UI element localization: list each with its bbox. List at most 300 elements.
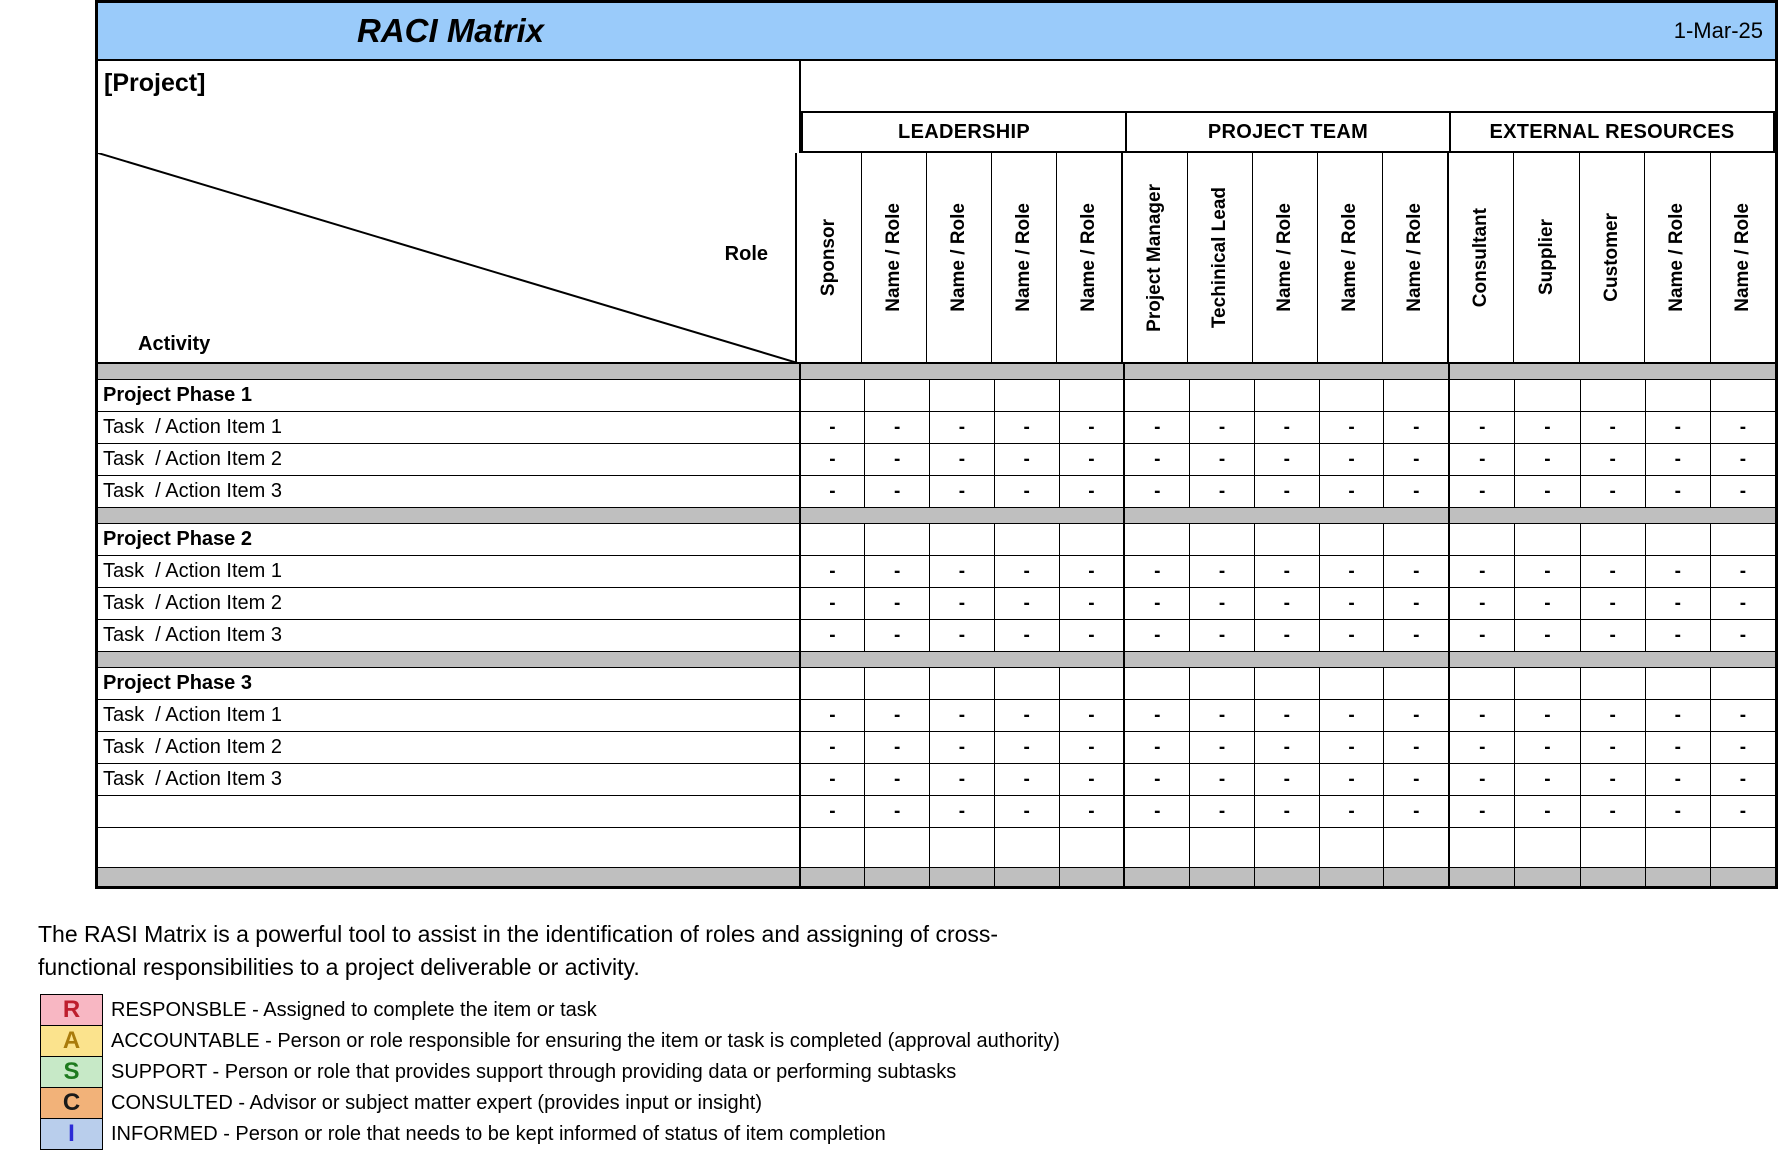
raci-cell[interactable]: [1125, 868, 1190, 886]
column-header-label: Name / Role: [1731, 203, 1753, 312]
raci-cell[interactable]: -: [1088, 416, 1095, 438]
raci-cell[interactable]: [995, 668, 1060, 699]
legend-text-c: CONSULTED - Advisor or subject matter expert (provides input or insight): [111, 1091, 762, 1114]
raci-cell[interactable]: -: [1515, 764, 1580, 795]
raci-cell[interactable]: [1581, 868, 1646, 886]
raci-cell[interactable]: -: [995, 796, 1060, 827]
raci-cell[interactable]: -: [995, 444, 1060, 475]
raci-cell[interactable]: -: [995, 620, 1060, 651]
raci-cell[interactable]: -: [1581, 412, 1646, 443]
raci-cell[interactable]: [1125, 668, 1190, 699]
raci-cell[interactable]: -: [1739, 624, 1747, 646]
raci-cell[interactable]: -: [865, 620, 930, 651]
activity-label-cell[interactable]: Task / Action Item 2: [98, 588, 801, 619]
raci-cell[interactable]: [1125, 380, 1190, 411]
raci-cell[interactable]: -: [1125, 412, 1190, 443]
rotated-headers: [797, 153, 1775, 362]
raci-cell[interactable]: -: [1413, 592, 1420, 614]
cell-group-project-team: [1125, 828, 1450, 867]
raci-cell[interactable]: -: [1581, 796, 1646, 827]
raci-cell[interactable]: [1515, 828, 1580, 867]
raci-cell[interactable]: -: [1190, 476, 1255, 507]
activity-axis-label: Activity: [138, 333, 211, 355]
raci-cell[interactable]: -: [1739, 736, 1747, 758]
activity-label-cell: [98, 652, 801, 667]
raci-cell[interactable]: -: [1581, 476, 1646, 507]
legend-swatch-s: S: [40, 1056, 103, 1088]
phase-label-cell[interactable]: Project Phase 1: [98, 380, 801, 411]
raci-cell[interactable]: -: [1646, 556, 1711, 587]
raci-cell[interactable]: [1450, 668, 1515, 699]
column-header-supplier[interactable]: [1514, 153, 1579, 362]
raci-cell[interactable]: [930, 828, 995, 867]
raci-cell[interactable]: -: [1125, 556, 1190, 587]
raci-cell[interactable]: -: [1581, 556, 1646, 587]
raci-cell[interactable]: -: [865, 588, 930, 619]
raci-cell[interactable]: [1711, 668, 1775, 699]
raci-cell[interactable]: [1320, 380, 1385, 411]
column-header-project-manager[interactable]: [1123, 153, 1188, 362]
raci-cell[interactable]: [865, 828, 930, 867]
raci-cell[interactable]: -: [865, 556, 930, 587]
raci-cell[interactable]: -: [801, 700, 866, 731]
raci-cell[interactable]: -: [1646, 732, 1711, 763]
raci-cell[interactable]: [1190, 868, 1255, 886]
raci-cell[interactable]: -: [1739, 480, 1747, 502]
raci-cell[interactable]: [930, 868, 995, 886]
raci-cell[interactable]: [801, 868, 866, 886]
raci-cell[interactable]: -: [930, 412, 995, 443]
raci-cell[interactable]: [1060, 524, 1124, 555]
raci-cell[interactable]: [1646, 380, 1711, 411]
column-header-techinical-lead[interactable]: [1188, 153, 1253, 362]
raci-cell[interactable]: -: [1125, 700, 1190, 731]
raci-cell[interactable]: -: [995, 412, 1060, 443]
raci-cell[interactable]: [1711, 868, 1775, 886]
raci-cell[interactable]: -: [801, 764, 866, 795]
raci-cell[interactable]: -: [1190, 588, 1255, 619]
raci-cell[interactable]: -: [1515, 588, 1580, 619]
raci-cell[interactable]: [801, 668, 866, 699]
column-header-name-role[interactable]: [1383, 153, 1447, 362]
raci-cell[interactable]: -: [1320, 700, 1385, 731]
raci-cell[interactable]: -: [1581, 700, 1646, 731]
raci-cell[interactable]: -: [1190, 444, 1255, 475]
raci-cell[interactable]: [1384, 524, 1448, 555]
raci-cell[interactable]: -: [930, 444, 995, 475]
raci-cell[interactable]: [1646, 828, 1711, 867]
raci-cell[interactable]: [995, 868, 1060, 886]
raci-cell[interactable]: [1125, 828, 1190, 867]
column-header-customer[interactable]: [1580, 153, 1645, 362]
raci-cell[interactable]: -: [1088, 592, 1095, 614]
raci-cell[interactable]: [995, 380, 1060, 411]
raci-cell[interactable]: -: [1125, 764, 1190, 795]
raci-cell[interactable]: -: [995, 588, 1060, 619]
raci-cell[interactable]: [1515, 668, 1580, 699]
column-header-name-role[interactable]: [927, 153, 992, 362]
raci-cell[interactable]: -: [1515, 796, 1580, 827]
raci-cell[interactable]: -: [1190, 620, 1255, 651]
raci-cell[interactable]: -: [865, 796, 930, 827]
raci-cell[interactable]: -: [801, 732, 866, 763]
column-header-label: Name / Role: [1666, 203, 1688, 312]
raci-cell[interactable]: -: [1125, 796, 1190, 827]
task-row: [98, 444, 1775, 476]
raci-cell[interactable]: -: [930, 620, 995, 651]
raci-cell[interactable]: [1060, 868, 1124, 886]
raci-cell[interactable]: [1581, 828, 1646, 867]
raci-cell[interactable]: [801, 828, 866, 867]
cell-group-leadership: [801, 476, 1126, 507]
raci-cell[interactable]: [1060, 668, 1124, 699]
raci-cell[interactable]: -: [930, 556, 995, 587]
raci-cell[interactable]: -: [865, 412, 930, 443]
raci-cell[interactable]: [1190, 524, 1255, 555]
raci-cell[interactable]: [1320, 828, 1385, 867]
raci-cell[interactable]: [995, 524, 1060, 555]
raci-cell[interactable]: [865, 524, 930, 555]
cell-group-leadership: [801, 508, 1126, 523]
raci-cell[interactable]: [1384, 668, 1448, 699]
raci-cell[interactable]: -: [801, 476, 866, 507]
activity-label-cell[interactable]: Task / Action Item 3: [98, 476, 801, 507]
activity-label-cell[interactable]: Task / Action Item 2: [98, 732, 801, 763]
raci-cell[interactable]: -: [1320, 764, 1385, 795]
raci-cell[interactable]: -: [1320, 556, 1385, 587]
group-header-external-resources: EXTERNAL RESOURCES: [1449, 111, 1775, 153]
raci-cell[interactable]: -: [1450, 588, 1515, 619]
raci-cell[interactable]: [1515, 380, 1580, 411]
legend-text-r: RESPONSBLE - Assigned to complete the item or task: [111, 998, 597, 1021]
group-header-row: [801, 111, 1775, 153]
raci-cell[interactable]: -: [1450, 764, 1515, 795]
raci-cell[interactable]: -: [1450, 412, 1515, 443]
raci-cell[interactable]: -: [865, 732, 930, 763]
raci-cell[interactable]: -: [1515, 620, 1580, 651]
raci-cell[interactable]: [930, 668, 995, 699]
raci-cell[interactable]: -: [1515, 476, 1580, 507]
raci-cell[interactable]: -: [930, 476, 995, 507]
raci-cell[interactable]: -: [1088, 736, 1095, 758]
cell-group-leadership: [801, 380, 1126, 411]
raci-cell[interactable]: -: [1088, 704, 1095, 726]
raci-cell[interactable]: -: [1739, 800, 1747, 822]
column-header-consultant[interactable]: [1449, 153, 1514, 362]
raci-cell[interactable]: [1450, 828, 1515, 867]
raci-cell[interactable]: -: [1515, 412, 1580, 443]
cell-group-leadership: [801, 556, 1126, 587]
raci-cell[interactable]: -: [1581, 588, 1646, 619]
raci-cell[interactable]: -: [865, 476, 930, 507]
raci-cell[interactable]: [1320, 524, 1385, 555]
cell-group-project-team: [1125, 588, 1450, 619]
raci-cell[interactable]: -: [1581, 732, 1646, 763]
raci-cell[interactable]: [930, 524, 995, 555]
column-header-label: Name / Role: [1078, 203, 1099, 312]
raci-cell[interactable]: -: [930, 764, 995, 795]
raci-cell[interactable]: -: [1739, 448, 1747, 470]
raci-cell[interactable]: -: [1515, 556, 1580, 587]
raci-cell[interactable]: -: [1255, 476, 1320, 507]
group-header-project-team: PROJECT TEAM: [1125, 111, 1451, 153]
cell-group-leadership: [801, 732, 1126, 763]
raci-cell[interactable]: [1450, 380, 1515, 411]
raci-cell[interactable]: -: [1255, 444, 1320, 475]
cell-group-project-team: [1125, 556, 1450, 587]
date-cell[interactable]: 1-Mar-25: [1673, 18, 1763, 43]
task-row: [98, 620, 1775, 652]
raci-cell[interactable]: -: [1646, 700, 1711, 731]
raci-cell[interactable]: [1320, 868, 1385, 886]
phase-row: [98, 524, 1775, 556]
raci-cell[interactable]: -: [995, 556, 1060, 587]
raci-cell[interactable]: -: [1255, 620, 1320, 651]
raci-cell[interactable]: -: [1088, 560, 1095, 582]
activity-label-cell[interactable]: [98, 828, 801, 867]
column-header-label: Name / Role: [1274, 203, 1295, 312]
raci-cell[interactable]: [1255, 828, 1320, 867]
raci-cell[interactable]: -: [1088, 768, 1095, 790]
cell-group-leadership: [801, 868, 1126, 886]
raci-cell[interactable]: -: [1125, 588, 1190, 619]
phase-label-cell[interactable]: Project Phase 2: [98, 524, 801, 555]
raci-cell[interactable]: [801, 380, 866, 411]
raci-cell[interactable]: -: [865, 444, 930, 475]
raci-cell[interactable]: -: [801, 796, 866, 827]
raci-cell[interactable]: -: [995, 476, 1060, 507]
raci-cell[interactable]: -: [1255, 796, 1320, 827]
raci-cell[interactable]: -: [1125, 732, 1190, 763]
raci-cell[interactable]: -: [1255, 700, 1320, 731]
raci-cell[interactable]: -: [1125, 444, 1190, 475]
raci-cell[interactable]: -: [1450, 444, 1515, 475]
raci-cell[interactable]: [1060, 828, 1124, 867]
raci-cell[interactable]: [1515, 868, 1580, 886]
raci-cell[interactable]: [1255, 524, 1320, 555]
raci-cell[interactable]: -: [1190, 732, 1255, 763]
raci-cell[interactable]: -: [1190, 796, 1255, 827]
raci-cell[interactable]: [1060, 380, 1124, 411]
raci-cell[interactable]: -: [1581, 444, 1646, 475]
raci-cell[interactable]: -: [1413, 736, 1420, 758]
cell-group-external-resources: [1450, 668, 1775, 699]
raci-cell[interactable]: -: [865, 700, 930, 731]
description-line-1: The RASI Matrix is a powerful tool to assist in the identification of roles and assigning of cross-: [38, 921, 999, 947]
raci-cell[interactable]: [1384, 380, 1448, 411]
raci-cell[interactable]: -: [1320, 444, 1385, 475]
raci-cell[interactable]: -: [1515, 700, 1580, 731]
raci-cell[interactable]: [865, 668, 930, 699]
raci-cell[interactable]: -: [1125, 620, 1190, 651]
raci-cell[interactable]: -: [1413, 416, 1420, 438]
raci-cell[interactable]: -: [1413, 768, 1420, 790]
cell-group-external-resources: [1450, 620, 1775, 651]
raci-cell[interactable]: -: [801, 412, 866, 443]
cell-group-external-resources: [1450, 868, 1775, 886]
raci-cell[interactable]: -: [801, 556, 866, 587]
cell-group-external-resources: [1450, 412, 1775, 443]
raci-cell[interactable]: [1320, 668, 1385, 699]
raci-cell[interactable]: [1190, 668, 1255, 699]
cell-group-project-team: [1125, 620, 1450, 651]
raci-cell[interactable]: [1646, 524, 1711, 555]
activity-label-cell[interactable]: Task / Action Item 3: [98, 620, 801, 651]
raci-cell[interactable]: -: [1125, 476, 1190, 507]
raci-cell[interactable]: -: [930, 732, 995, 763]
raci-cell[interactable]: -: [1450, 556, 1515, 587]
raci-cell[interactable]: [1190, 380, 1255, 411]
raci-cell[interactable]: -: [1413, 448, 1420, 470]
cell-group-project-team: [1125, 412, 1450, 443]
raci-cell[interactable]: -: [1739, 416, 1747, 438]
raci-cell[interactable]: -: [1413, 800, 1420, 822]
raci-cell[interactable]: [1450, 868, 1515, 886]
raci-cell[interactable]: -: [1581, 620, 1646, 651]
legend-swatch-i: I: [40, 1118, 103, 1150]
legend-item-i: [40, 1118, 1060, 1150]
raci-cell[interactable]: -: [1739, 560, 1747, 582]
raci-cell[interactable]: -: [1413, 480, 1420, 502]
column-header-name-role[interactable]: [1318, 153, 1383, 362]
raci-cell[interactable]: [1646, 668, 1711, 699]
raci-cell[interactable]: [1646, 868, 1711, 886]
raci-cell[interactable]: -: [1450, 796, 1515, 827]
raci-cell[interactable]: -: [1413, 624, 1420, 646]
raci-cell[interactable]: [1384, 828, 1448, 867]
cell-group-external-resources: [1450, 476, 1775, 507]
raci-cell[interactable]: -: [1190, 764, 1255, 795]
raci-cell[interactable]: -: [1320, 796, 1385, 827]
raci-cell[interactable]: [1515, 524, 1580, 555]
activity-label-cell: [98, 868, 801, 886]
column-header-label: Name / Role: [883, 203, 904, 312]
raci-cell[interactable]: -: [1646, 764, 1711, 795]
raci-cell[interactable]: [995, 828, 1060, 867]
raci-cell[interactable]: -: [1255, 556, 1320, 587]
activity-label-cell[interactable]: Task / Action Item 2: [98, 444, 801, 475]
raci-cell[interactable]: -: [1739, 592, 1747, 614]
raci-cell[interactable]: -: [1515, 444, 1580, 475]
activity-label-cell[interactable]: Task / Action Item 1: [98, 412, 801, 443]
raci-cell[interactable]: [1711, 380, 1775, 411]
raci-cell[interactable]: [1581, 380, 1646, 411]
column-header-name-role[interactable]: [1057, 153, 1121, 362]
raci-cell[interactable]: -: [865, 764, 930, 795]
raci-cell[interactable]: -: [1739, 704, 1747, 726]
column-header-sponsor[interactable]: [797, 153, 862, 362]
raci-cell[interactable]: -: [1320, 732, 1385, 763]
column-header-name-role[interactable]: [1645, 153, 1710, 362]
raci-cell[interactable]: -: [995, 764, 1060, 795]
raci-cell[interactable]: -: [930, 588, 995, 619]
raci-cell[interactable]: [1711, 828, 1775, 867]
raci-cell[interactable]: -: [801, 444, 866, 475]
raci-cell[interactable]: [1711, 524, 1775, 555]
raci-cell[interactable]: [865, 868, 930, 886]
raci-cell[interactable]: -: [995, 700, 1060, 731]
activity-label-cell: [98, 364, 801, 379]
raci-cell[interactable]: [1450, 524, 1515, 555]
raci-cell[interactable]: -: [1413, 704, 1420, 726]
raci-cell[interactable]: -: [1646, 444, 1711, 475]
raci-cell[interactable]: -: [1190, 556, 1255, 587]
raci-cell[interactable]: -: [801, 588, 866, 619]
raci-cell[interactable]: -: [930, 796, 995, 827]
raci-cell[interactable]: -: [1450, 620, 1515, 651]
raci-cell[interactable]: -: [1320, 412, 1385, 443]
phase-label-cell[interactable]: Project Phase 3: [98, 668, 801, 699]
raci-cell[interactable]: [1384, 868, 1448, 886]
raci-cell[interactable]: [801, 524, 866, 555]
activity-label-cell[interactable]: Task / Action Item 1: [98, 700, 801, 731]
cell-group-project-team: [1125, 700, 1450, 731]
raci-cell[interactable]: -: [1450, 732, 1515, 763]
activity-label-cell[interactable]: Task / Action Item 1: [98, 556, 801, 587]
raci-cell[interactable]: -: [1646, 588, 1711, 619]
raci-cell[interactable]: -: [1739, 768, 1747, 790]
raci-cell[interactable]: -: [1646, 620, 1711, 651]
raci-cell[interactable]: [1255, 668, 1320, 699]
raci-cell[interactable]: -: [1320, 588, 1385, 619]
raci-cell[interactable]: -: [1320, 476, 1385, 507]
activity-label-cell[interactable]: Task / Action Item 3: [98, 764, 801, 795]
raci-cell[interactable]: -: [1088, 480, 1095, 502]
raci-cell[interactable]: [865, 380, 930, 411]
raci-cell[interactable]: [1190, 828, 1255, 867]
raci-cell[interactable]: -: [1413, 560, 1420, 582]
raci-cell[interactable]: -: [1646, 796, 1711, 827]
cell-group-external-resources: [1450, 380, 1775, 411]
raci-cell[interactable]: -: [1088, 800, 1095, 822]
cell-group-leadership: [801, 668, 1126, 699]
raci-cell[interactable]: -: [1646, 412, 1711, 443]
cell-group-project-team: [1125, 380, 1450, 411]
raci-cell[interactable]: -: [1088, 624, 1095, 646]
raci-cell[interactable]: -: [1450, 476, 1515, 507]
raci-cell[interactable]: [1255, 380, 1320, 411]
raci-cell[interactable]: -: [1255, 732, 1320, 763]
raci-cell[interactable]: -: [1450, 700, 1515, 731]
raci-cell[interactable]: -: [1190, 700, 1255, 731]
raci-cell[interactable]: -: [1088, 448, 1095, 470]
raci-cell[interactable]: -: [1646, 476, 1711, 507]
column-header-name-role[interactable]: [992, 153, 1057, 362]
column-header-name-role[interactable]: [1711, 153, 1775, 362]
activity-label-cell[interactable]: [98, 796, 801, 827]
column-header-name-role[interactable]: [862, 153, 927, 362]
legend-item-r: [40, 994, 1060, 1026]
project-name-cell[interactable]: [Project]: [98, 61, 801, 153]
column-header-name-role[interactable]: [1253, 153, 1318, 362]
raci-cell[interactable]: -: [1255, 588, 1320, 619]
raci-cell[interactable]: [930, 380, 995, 411]
raci-cell[interactable]: -: [930, 700, 995, 731]
raci-cell[interactable]: -: [995, 732, 1060, 763]
raci-cell[interactable]: [1125, 524, 1190, 555]
raci-cell[interactable]: -: [1255, 412, 1320, 443]
column-header-label: Supplier: [1535, 219, 1557, 296]
raci-cell[interactable]: -: [1581, 764, 1646, 795]
raci-cell[interactable]: [1581, 524, 1646, 555]
raci-cell[interactable]: -: [1255, 764, 1320, 795]
raci-cell[interactable]: -: [1190, 412, 1255, 443]
raci-cell[interactable]: -: [801, 620, 866, 651]
raci-cell[interactable]: -: [1515, 732, 1580, 763]
raci-cell[interactable]: [1581, 668, 1646, 699]
raci-cell[interactable]: [1255, 868, 1320, 886]
raci-cell[interactable]: -: [1320, 620, 1385, 651]
